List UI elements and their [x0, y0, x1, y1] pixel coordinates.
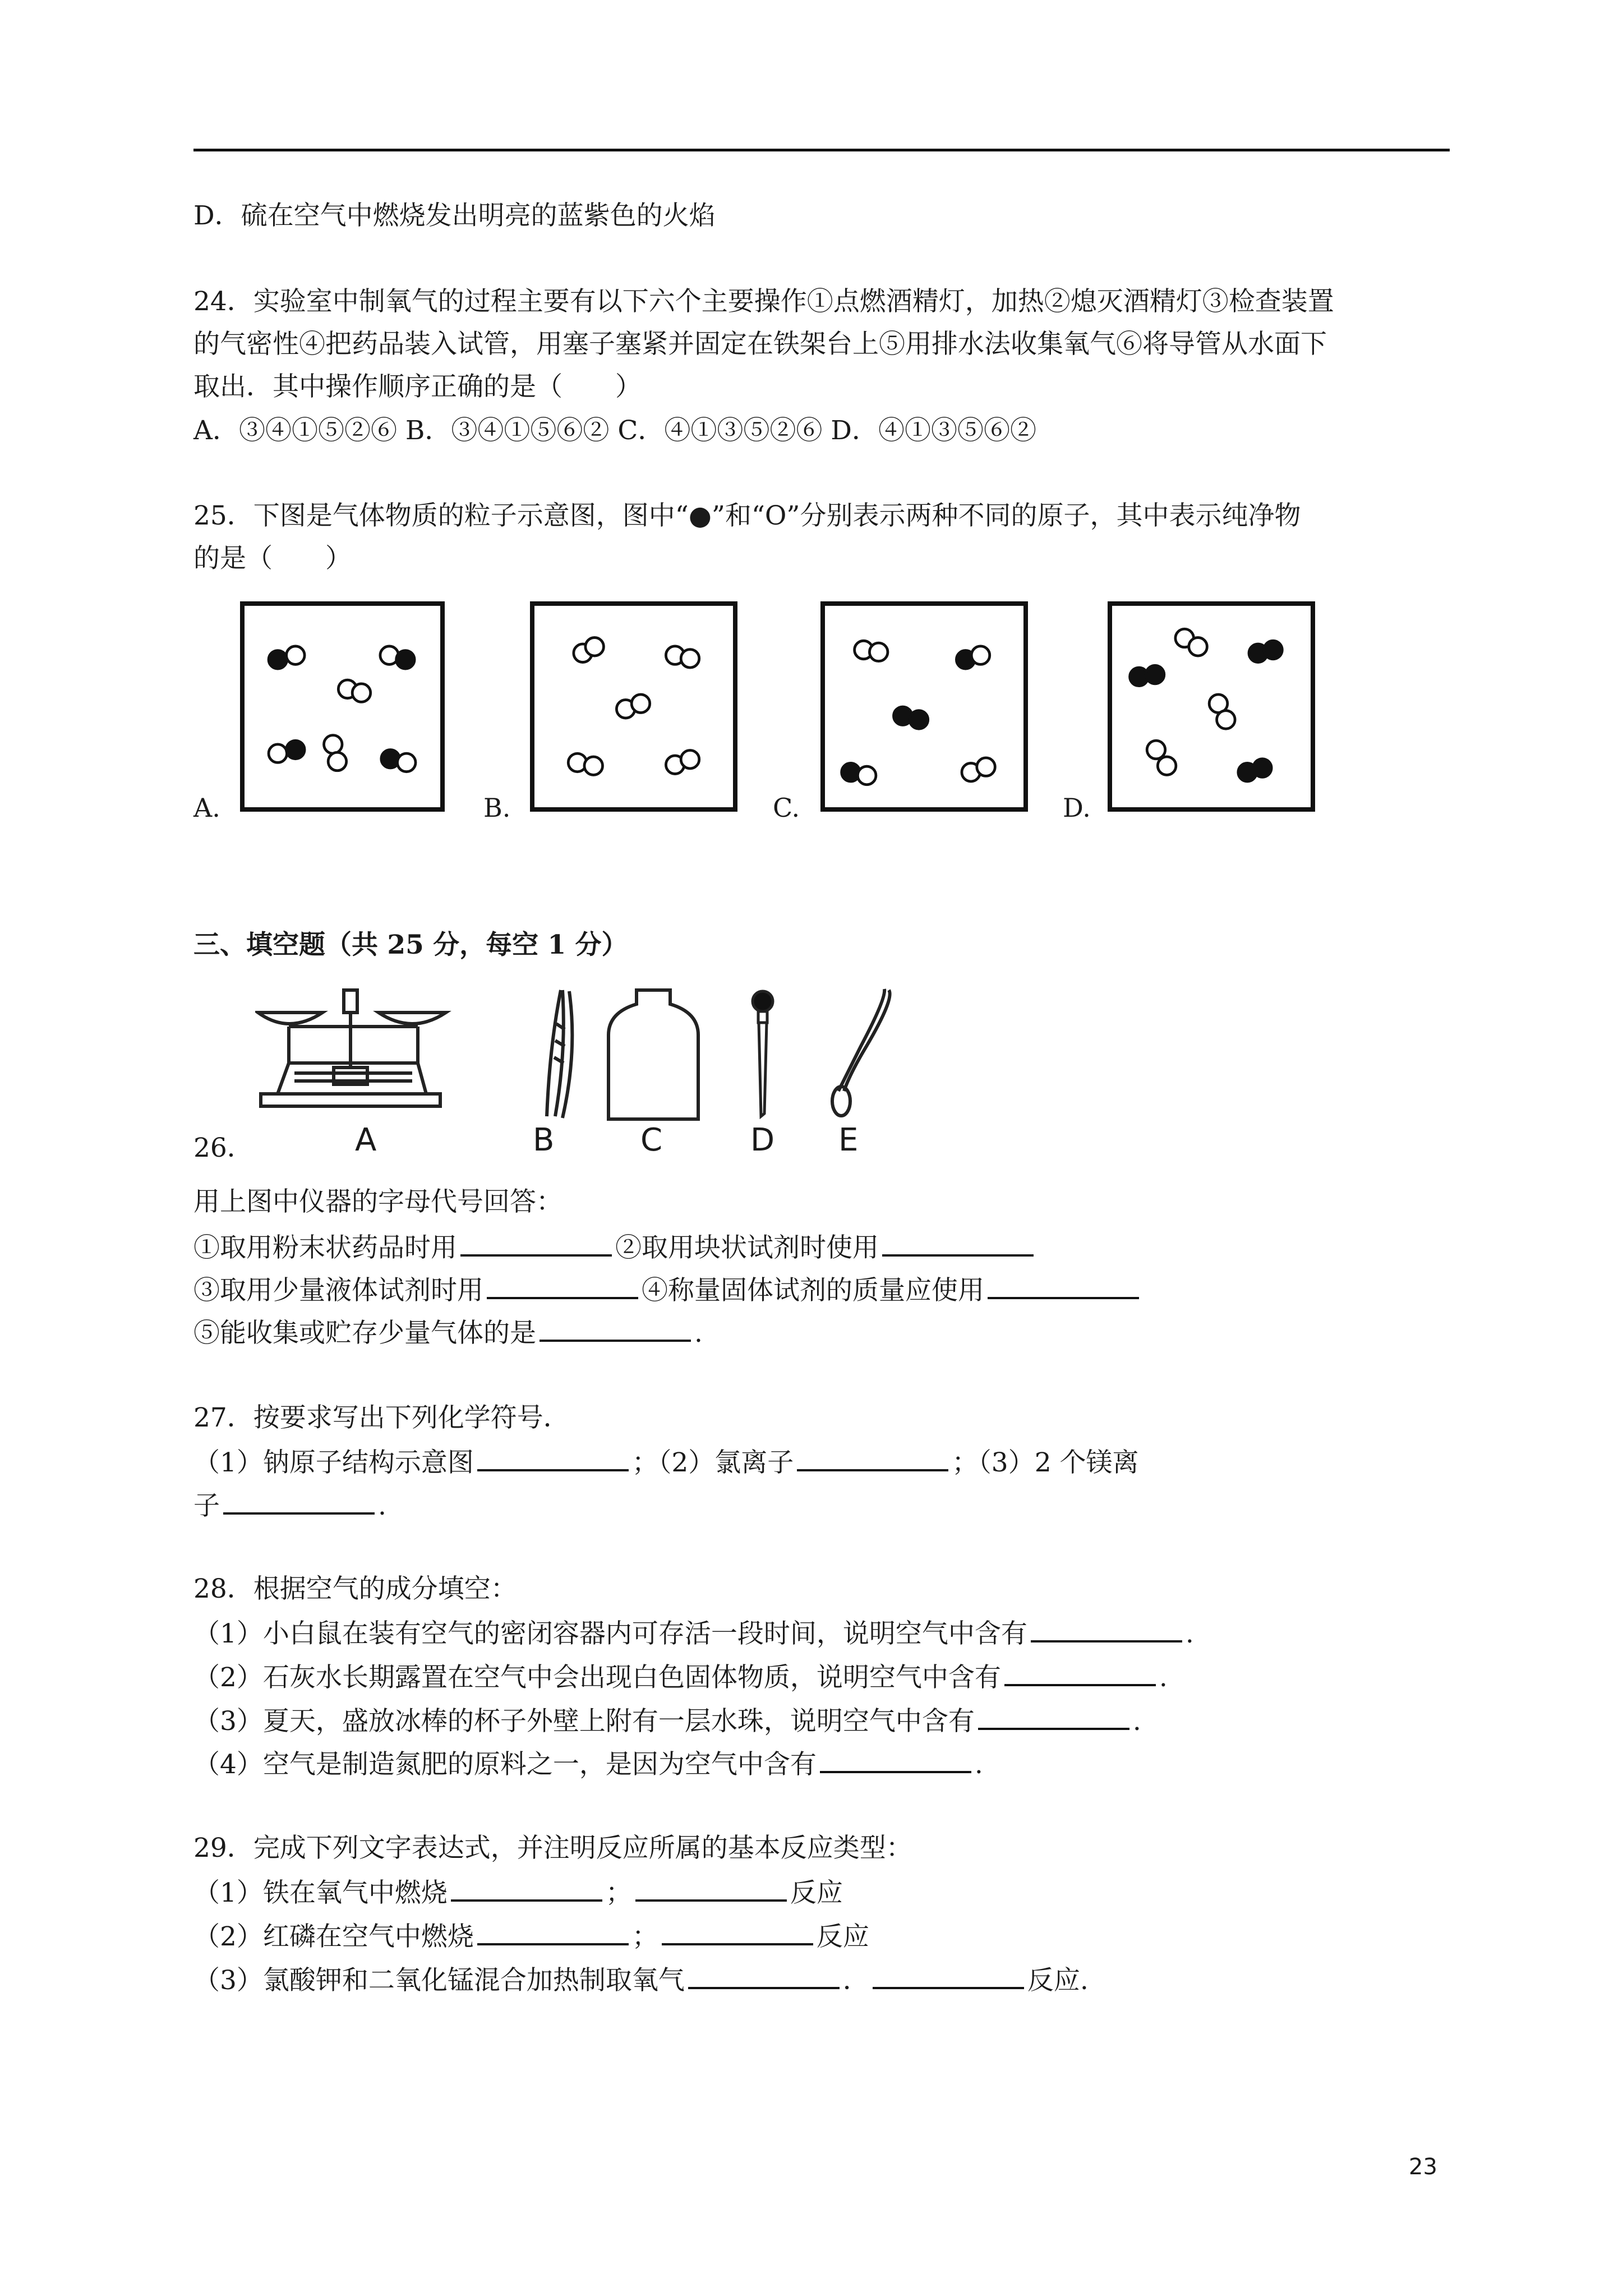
q27-line-1: （1）钠原子结构示意图 ；（2）氯离子 ；（3）2 个镁离: [193, 1444, 1139, 1480]
answer-blank[interactable]: [451, 1875, 602, 1902]
answer-blank[interactable]: [635, 1875, 787, 1902]
q27-title: 27．按要求写出下列化学符号．: [193, 1402, 570, 1433]
q25-line-1: 25．下图是气体物质的粒子示意图，图中“●”和“O”分别表示两种不同的原子，其中表示纯净物: [193, 500, 1301, 531]
answer-blank[interactable]: [1004, 1659, 1156, 1686]
answer-blank[interactable]: [662, 1918, 813, 1945]
q29-line-3: （3）氯酸钾和二氧化锰混合加热制取氧气 ． 反应.: [193, 1962, 1089, 1998]
q25-option-b-diagram: [530, 601, 737, 812]
q25-option-b-label: B.: [483, 793, 511, 823]
q25-option-d-label: D.: [1063, 793, 1091, 823]
medicine-spoon-icon: [832, 989, 890, 1116]
answer-blank[interactable]: [223, 1488, 375, 1515]
q25-option-a-diagram: [240, 601, 445, 812]
q27-line-2: 子 .: [193, 1488, 386, 1523]
q23-option-d: D．硫在空气中燃烧发出明亮的蓝紫色的火焰: [193, 200, 716, 231]
tweezers-icon: [547, 990, 572, 1118]
answer-blank[interactable]: [460, 1230, 612, 1257]
q24-options: A．③④①⑤②⑥ B．③④①⑤⑥② C．④①③⑤②⑥ D．④①③⑤⑥②: [193, 415, 1036, 446]
answer-blank[interactable]: [820, 1746, 971, 1773]
q25-option-c-label: C.: [773, 793, 800, 823]
q25-option-d-diagram: [1108, 601, 1315, 812]
q24-line-2: 的气密性④把药品装入试管，用塞子塞紧并固定在铁架台上⑤用排水法收集氧气⑥将导管从水面下: [193, 329, 1327, 360]
q28-line-3: （3）夏天，盛放冰棒的杯子外壁上附有一层水珠，说明空气中含有 .: [193, 1703, 1141, 1738]
q29-title: 29．完成下列文字表达式，并注明反应所属的基本反应类型：: [193, 1833, 912, 1864]
instrument-label-e: E: [838, 1122, 859, 1158]
q25-option-a-label: A.: [193, 793, 220, 823]
q28-title: 28．根据空气的成分填空：: [193, 1573, 517, 1604]
answer-blank[interactable]: [688, 1962, 840, 1989]
instrument-label-c: C: [640, 1122, 663, 1158]
q28-line-2: （2）石灰水长期露置在空气中会出现白色固体物质，说明空气中含有 .: [193, 1659, 1168, 1695]
answer-blank[interactable]: [477, 1918, 629, 1945]
instrument-label-a: A: [355, 1122, 377, 1158]
dropper-icon: [753, 991, 773, 1116]
q26-intro: 用上图中仪器的字母代号回答：: [193, 1186, 562, 1217]
q25-option-c-diagram: [820, 601, 1028, 812]
q26-line-2: ③取用少量液体试剂时用 ④称量固体试剂的质量应使用: [193, 1272, 1142, 1308]
instrument-label-d: D: [750, 1122, 775, 1158]
lab-instruments-illustration: [255, 979, 906, 1125]
answer-blank[interactable]: [797, 1444, 948, 1471]
instrument-label-b: B: [533, 1122, 555, 1158]
answer-blank[interactable]: [873, 1962, 1024, 1989]
header-rule: [193, 149, 1450, 151]
q25-line-2: 的是（ ）: [193, 543, 352, 574]
answer-blank[interactable]: [487, 1272, 638, 1299]
answer-blank[interactable]: [882, 1230, 1034, 1257]
answer-blank[interactable]: [477, 1444, 629, 1471]
q28-line-1: （1）小白鼠在装有空气的密闭容器内可存活一段时间，说明空气中含有 .: [193, 1616, 1194, 1651]
page-number: 23: [1409, 2154, 1437, 2180]
answer-blank[interactable]: [540, 1315, 691, 1342]
section-3-heading: 三、填空题（共 25 分，每空 1 分）: [193, 930, 628, 960]
answer-blank[interactable]: [988, 1272, 1139, 1299]
q24-line-3: 取出．其中操作顺序正确的是（ ）: [193, 371, 642, 402]
balance-icon: [258, 990, 446, 1106]
q24-line-1: 24．实验室中制氧气的过程主要有以下六个主要操作①点燃酒精灯，加热②熄灭酒精灯③检查装置: [193, 286, 1334, 317]
answer-blank[interactable]: [1031, 1616, 1182, 1642]
gas-bottle-icon: [608, 990, 698, 1119]
q28-line-4: （4）空气是制造氮肥的原料之一，是因为空气中含有 .: [193, 1746, 983, 1782]
q29-line-2: （2）红磷在空气中燃烧 ； 反应: [193, 1918, 869, 1954]
q26-number: 26．: [193, 1133, 253, 1163]
answer-blank[interactable]: [978, 1703, 1129, 1730]
q26-line-3: ⑤能收集或贮存少量气体的是 .: [193, 1315, 703, 1350]
q29-line-1: （1）铁在氧气中燃烧 ； 反应: [193, 1875, 843, 1910]
q26-line-1: ①取用粉末状药品时用 ②取用块状试剂时使用: [193, 1230, 1037, 1265]
